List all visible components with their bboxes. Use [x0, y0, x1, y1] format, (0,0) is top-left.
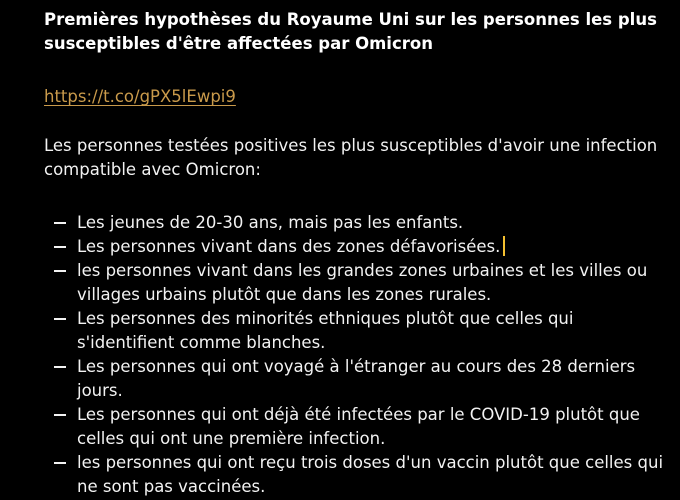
list-item — [44, 211, 664, 235]
intro-paragraph: Les personnes testées positives les plus susceptibles d'avoir une infection compatible avec Omicron: — [44, 136, 658, 179]
document-body — [44, 8, 664, 499]
list-item-text: Les personnes qui ont déjà été infectées par le COVID-19 plutôt que celles qui ont une première infection. — [77, 405, 640, 448]
tweet-link[interactable]: https://t.co/gPX5lEwpi9 — [44, 87, 236, 106]
list-item-text: Les personnes qui ont voyagé à l'étranger au cours des 28 derniers jours. — [77, 357, 636, 400]
list-item-text: les personnes qui ont reçu trois doses d'un vaccin plutôt que celles qui ne sont pas vaccinées. — [77, 453, 664, 496]
hypotheses-list — [44, 211, 664, 499]
list-item — [44, 259, 664, 307]
list-item — [44, 355, 664, 403]
list-item-text: Les personnes des minorités ethniques plutôt que celles qui s'identifient comme blanches. — [77, 309, 574, 352]
list-item — [44, 235, 664, 259]
list-item-text: les personnes vivant dans les grandes zones urbaines et les villes ou villages urbains plutôt que dans les zones rurales. — [77, 261, 648, 304]
list-item — [44, 451, 664, 499]
document-title: Premières hypothèses du Royaume Uni sur les personnes les plus susceptibles d'être affectées par Omicron — [44, 10, 657, 53]
list-item-text: Les personnes vivant dans des zones défavorisées. — [77, 237, 501, 256]
list-item-text: Les jeunes de 20-30 ans, mais pas les enfants. — [77, 213, 464, 232]
text-cursor — [503, 236, 505, 256]
list-item — [44, 307, 664, 355]
list-item — [44, 403, 664, 451]
